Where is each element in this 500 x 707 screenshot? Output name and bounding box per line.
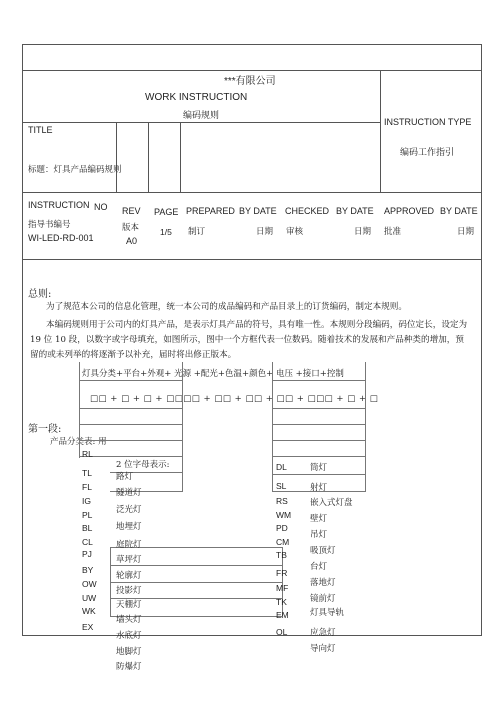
category-name: 天棚灯 bbox=[116, 600, 142, 610]
mid-grid-rule bbox=[110, 582, 282, 583]
rev-cn-label: 版本 bbox=[122, 223, 140, 233]
scope-paragraph: 本编码规则用于公司内的灯具产品，是表示灯具产品的符号，具有唯一性。本规则分段编码，码位定长，设定为19 位 10 段，以数字或字母填充，如图所示，图中一个方框代表一位数码。随着技术的发展和产品种类的增加，预留的或未列举的将逐渐予以补充，届时将出修正版本。 bbox=[30, 320, 468, 360]
title-divider-2 bbox=[148, 122, 149, 192]
guide-no-label: 指导书编号 bbox=[28, 220, 71, 230]
category-code: OW bbox=[82, 579, 97, 589]
category-name: 导向灯 bbox=[310, 644, 336, 654]
category-name: 嵌入式灯盘 bbox=[310, 498, 353, 508]
checked-date-cn: 日期 bbox=[354, 227, 372, 237]
right-table-rule bbox=[272, 424, 365, 425]
page-value: 1/5 bbox=[160, 227, 172, 237]
no-label: NO bbox=[94, 202, 108, 212]
category-code: TL bbox=[82, 468, 92, 478]
category-code: CL bbox=[82, 537, 93, 547]
prepared-label: PREPARED bbox=[186, 206, 235, 216]
rev-label: REV bbox=[122, 206, 141, 216]
title-label: TITLE bbox=[28, 125, 53, 135]
document-title: 编码规则 bbox=[183, 111, 220, 121]
right-table-rule bbox=[272, 380, 365, 381]
category-name: 水底灯 bbox=[116, 631, 142, 641]
approved-by-date-label: BY DATE bbox=[440, 206, 478, 216]
title-value: 标题：灯具产品编码规则 bbox=[28, 165, 122, 175]
code-segment-boxes: □□ + □ + □ + □□□□ + □□ + □□ + □□ + □□□ + □ + □ bbox=[90, 394, 379, 404]
category-code: MF bbox=[276, 583, 289, 593]
right-table-edge bbox=[272, 362, 273, 492]
category-name: 隧道灯 bbox=[116, 488, 142, 498]
category-code: FL bbox=[82, 482, 92, 492]
category-name: 落地灯 bbox=[310, 578, 336, 588]
category-name: 泛光灯 bbox=[116, 505, 142, 515]
page-label: PAGE bbox=[154, 207, 179, 217]
approved-date-cn: 日期 bbox=[457, 227, 475, 237]
category-code: PD bbox=[276, 523, 288, 533]
category-code: BY bbox=[82, 565, 94, 575]
left-table-rule bbox=[79, 424, 182, 425]
category-name: 吸顶灯 bbox=[310, 546, 336, 556]
instruction-no-label: INSTRUCTION bbox=[28, 200, 90, 210]
category-name: 台灯 bbox=[310, 562, 328, 572]
intro-paragraph: 为了规范本公司的信息化管理，统一本公司的成品编码和产品目录上的订货编码，制定本规则。 bbox=[46, 302, 407, 312]
right-table-rule bbox=[272, 408, 365, 409]
left-table-edge bbox=[79, 362, 80, 458]
approved-cn-label: 批准 bbox=[384, 227, 402, 237]
document-number: WI-LED-RD-001 bbox=[28, 233, 94, 243]
title-row-rule bbox=[22, 122, 380, 123]
prepared-date-cn: 日期 bbox=[256, 227, 274, 237]
two-char-label: 2 位字母表示: bbox=[116, 460, 170, 470]
right-table-rule bbox=[272, 456, 365, 457]
meta-bottom-rule bbox=[22, 259, 482, 260]
category-code: RL bbox=[82, 449, 93, 459]
category-code: SL bbox=[276, 481, 287, 491]
category-table-label: 产品分类表: 用 bbox=[50, 437, 107, 447]
instruction-type-label: INSTRUCTION TYPE bbox=[384, 117, 472, 127]
category-code: TK bbox=[276, 597, 287, 607]
category-code: DL bbox=[276, 462, 287, 472]
category-name: 吊灯 bbox=[310, 530, 328, 540]
checked-label: CHECKED bbox=[285, 206, 330, 216]
category-name: 应急灯 bbox=[310, 628, 336, 638]
left-table-rule bbox=[79, 456, 182, 457]
category-code: TB bbox=[276, 550, 287, 560]
category-code: BL bbox=[82, 523, 93, 533]
title-divider-1 bbox=[116, 122, 117, 192]
right-table-rule bbox=[272, 474, 365, 475]
category-code: RS bbox=[276, 496, 288, 506]
category-code: PL bbox=[82, 510, 93, 520]
category-code: UW bbox=[82, 593, 97, 603]
left-table-rule bbox=[79, 380, 182, 381]
category-code: WK bbox=[82, 606, 96, 616]
category-code: WM bbox=[276, 510, 292, 520]
category-name: 镜前灯 bbox=[310, 594, 336, 604]
category-name: 投影灯 bbox=[116, 586, 142, 596]
category-name: 射灯 bbox=[310, 483, 328, 493]
title-divider-3 bbox=[180, 122, 181, 192]
type-column-divider bbox=[380, 70, 381, 192]
category-name: 地脚灯 bbox=[116, 647, 142, 657]
work-instruction-heading: WORK INSTRUCTION bbox=[145, 92, 248, 103]
left-table-rule bbox=[79, 408, 182, 409]
prepared-by-date-label: BY DATE bbox=[239, 206, 277, 216]
general-section-heading: 总则: bbox=[28, 289, 52, 300]
instruction-type-value: 编码工作指引 bbox=[400, 148, 455, 158]
section-one-heading: 第一段: bbox=[28, 424, 62, 435]
right-table-right-edge bbox=[365, 362, 366, 492]
category-name: 墙头灯 bbox=[116, 615, 142, 625]
category-code: EX bbox=[82, 622, 94, 632]
category-name: 防爆灯 bbox=[116, 662, 142, 672]
category-code: CM bbox=[276, 537, 290, 547]
category-code: IG bbox=[82, 496, 91, 506]
category-name: 庭院灯 bbox=[116, 540, 142, 550]
category-name: 灯具导轨 bbox=[310, 608, 345, 618]
code-segment-labels: 灯具分类+平台+外观+ 光源 +配光+色温+颜色+ 电压 +接口+控制 bbox=[82, 369, 344, 379]
checked-by-date-label: BY DATE bbox=[336, 206, 374, 216]
category-name: 草坪灯 bbox=[116, 555, 142, 565]
category-code: OL bbox=[276, 627, 288, 637]
category-name: 路灯 bbox=[116, 472, 134, 482]
category-name: 地埋灯 bbox=[116, 522, 142, 532]
category-code: FR bbox=[276, 568, 288, 578]
checked-cn-label: 审核 bbox=[286, 227, 304, 237]
rev-value: A0 bbox=[126, 236, 138, 246]
prepared-cn-label: 制订 bbox=[188, 227, 206, 237]
left-table-right-edge bbox=[182, 362, 183, 492]
category-code: PJ bbox=[82, 549, 92, 559]
category-name: 壁灯 bbox=[310, 514, 328, 524]
header-top-rule bbox=[22, 70, 482, 71]
right-table-rule bbox=[272, 440, 365, 441]
company-name: ***有限公司 bbox=[224, 76, 276, 87]
category-code: EM bbox=[276, 610, 289, 620]
category-name: 筒灯 bbox=[310, 463, 328, 473]
mid-grid-left-edge bbox=[110, 547, 111, 616]
approved-label: APPROVED bbox=[384, 206, 435, 216]
left-table-rule bbox=[79, 440, 182, 441]
mid-grid-rule bbox=[110, 565, 282, 566]
category-name: 轮廓灯 bbox=[116, 571, 142, 581]
meta-row-rule bbox=[22, 192, 482, 193]
